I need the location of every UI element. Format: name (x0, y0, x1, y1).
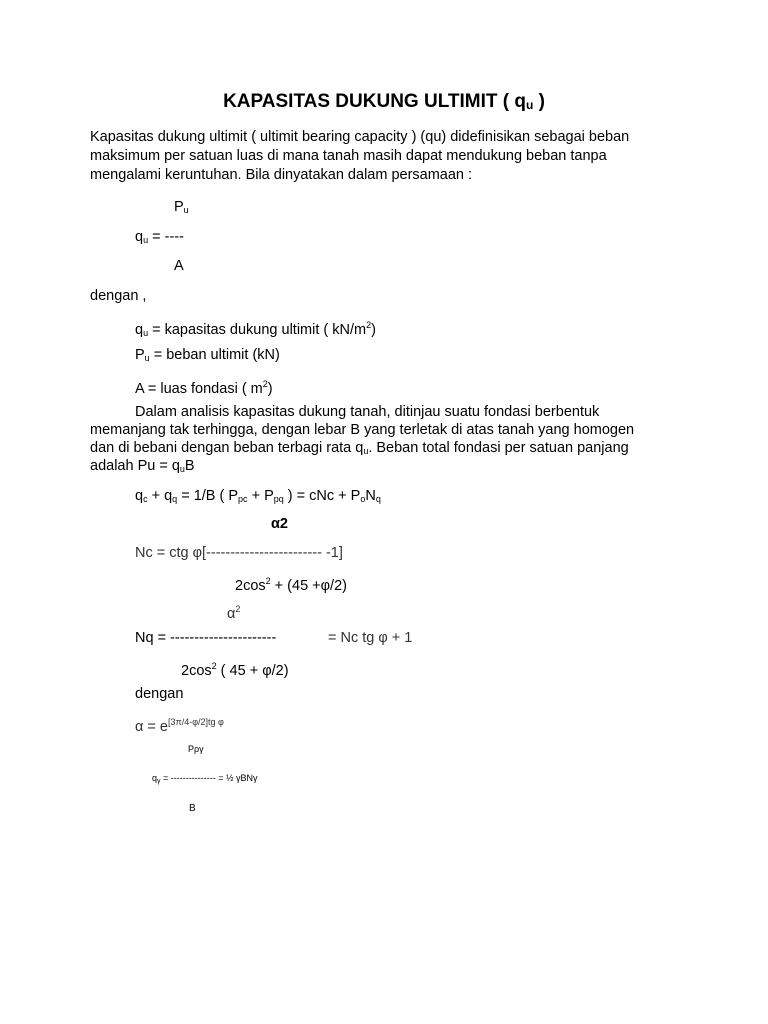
def-a: A = luas fondasi ( $m^2$) (135, 379, 273, 397)
alpha2-label: α2 (271, 516, 288, 532)
dengan-label-2: dengan (135, 686, 184, 702)
def-qu: qu = kapasitas dukung ultimit ( $kN/m^2$) (135, 320, 376, 338)
alpha-squared: $\alpha^2$ (227, 604, 241, 622)
analysis-line-4: adalah Pu = quB (90, 458, 195, 474)
intro-line-2: maksimum per satuan luas di mana tanah masih dapat mendukung beban tanpa (90, 148, 607, 164)
formula1-lhs: qu = ---- (135, 229, 184, 245)
dengan-label: dengan , (90, 288, 147, 304)
alpha-definition: $\alpha = e^{[3\pi/4-\varphi/2]tg \varphi}$ (135, 717, 224, 735)
formula1-denominator: A (174, 258, 184, 274)
equation-main: qc + qq = 1/B ( Ppc + Ppq ) = cNc + PoNq (135, 488, 381, 504)
intro-line-3: mengalami keruntuhan. Bila dinyatakan dalam persamaan : (90, 167, 473, 183)
def-pu: Pu = beban ultimit (kN) (135, 347, 280, 363)
formula1-numerator: Pu (174, 199, 189, 215)
nc-denominator: $2\cos^2 + (45 +\varphi/2)$ (235, 576, 347, 594)
qgamma-denominator: B (189, 803, 196, 814)
nc-equation: Nc = ctg φ[------------------------ -1] (135, 545, 343, 561)
intro-line-1: Kapasitas dukung ultimit ( ultimit bearing capacity ) (qu) didefinisikan sebagai beban (90, 129, 630, 145)
nq-equation: Nq = ---------------------- (135, 630, 277, 646)
nq-rhs: = Nc tg φ + 1 (328, 630, 413, 646)
qgamma-equation: $q_\gamma$ = --------------- = ½ γBNγ (152, 773, 258, 785)
analysis-line-3: dan di bebani dengan beban terbagi rata qu. Beban total fondasi per satuan panjang (90, 440, 629, 456)
analysis-line-1: Dalam analisis kapasitas dukung tanah, ditinjau suatu fondasi berbentuk (135, 404, 600, 420)
page-title: KAPASITAS DUKUNG ULTIMIT ( qu ) (223, 91, 545, 112)
analysis-line-2: memanjang tak terhingga, dengan lebar B yang terletak di atas tanah yang homogen (90, 422, 635, 438)
qgamma-numerator: Pργ (188, 744, 204, 754)
nq-denominator: $2\cos^2$ ( 45 + φ/2) (181, 661, 289, 679)
